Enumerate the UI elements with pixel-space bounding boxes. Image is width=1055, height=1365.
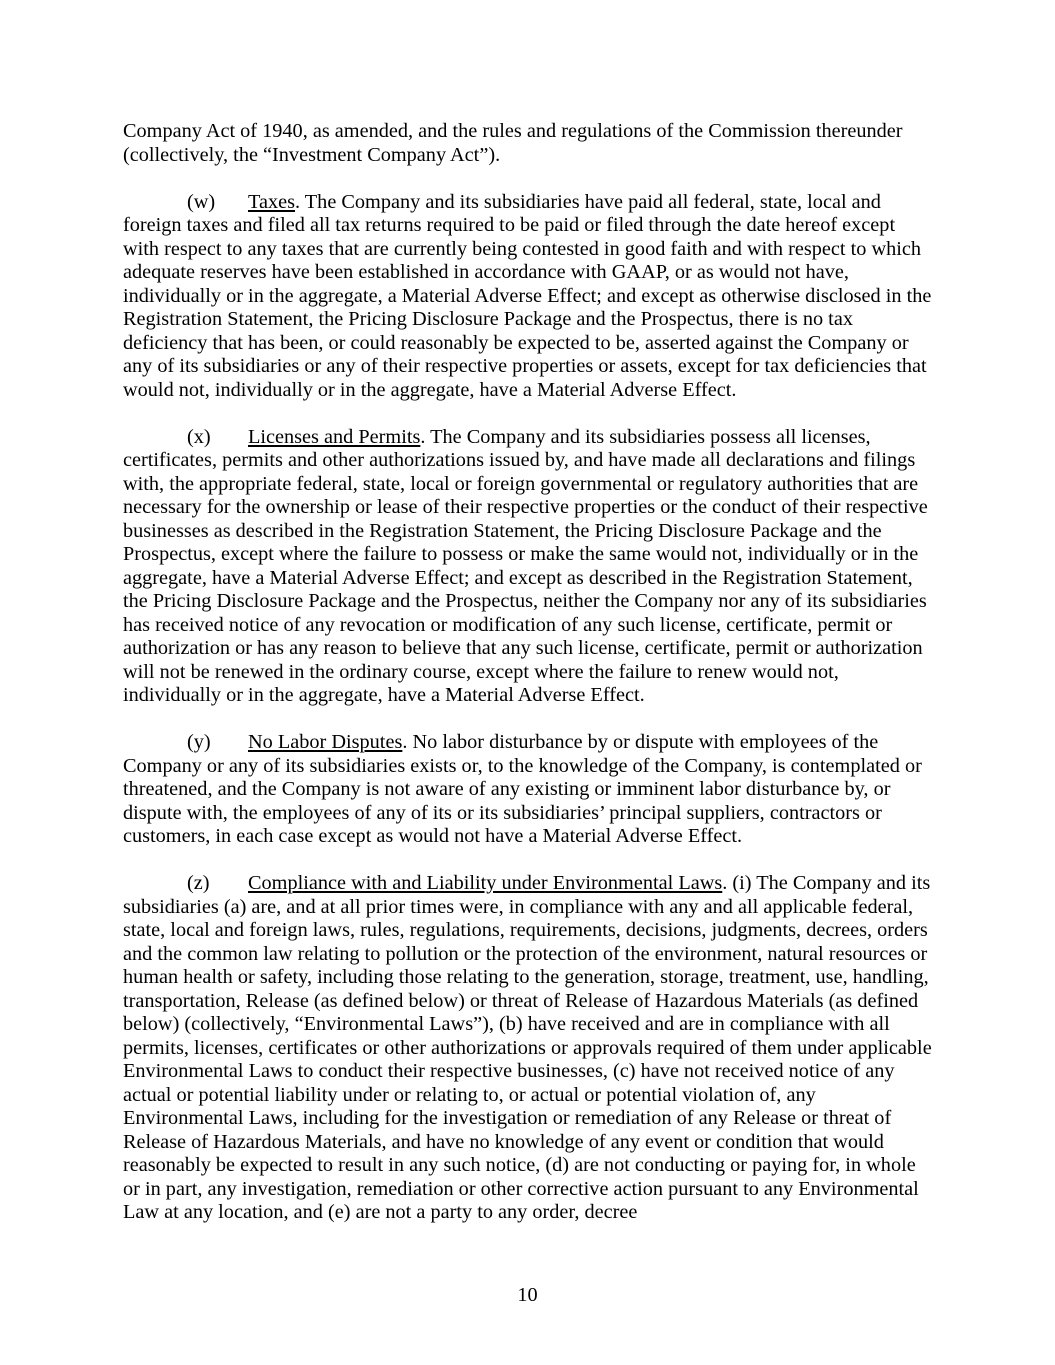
section-body-y: . No labor disturbance by or dispute with employees of the Company or any of its subsidiaries exists or, to the knowledge of the Company, is contemplated or threatened, and the Company is not aware of any existing or imminent labor disturbance by, or dispute with, the employees of any of its or its subsidiaries’ principal suppliers, contractors or customers, in each case except as would not have a Material Adverse Effect. [123,731,922,847]
section-body-w: . The Company and its subsidiaries have paid all federal, state, local and foreign taxes and filed all tax returns required to be paid or filed through the date hereof except with respect to any taxes that are currently being contested in good faith and with respect to which adequate reserves have been established in accordance with GAAP, or as would not have, individually or in the aggregate, a Material Adverse Effect; and except as otherwise disclosed in the Registration Statement, the Pricing Disclosure Package and the Prospectus, there is no tax deficiency that has been, or could reasonably be expected to be, asserted against the Company or any of its subsidiaries or any of their respective properties or assets, except for tax deficiencies that would not, individually or in the aggregate, have a Material Adverse Effect. [123,190,932,401]
section-heading-x: Licenses and Permits [248,425,421,448]
section-heading-z: Compliance with and Liability under Environmental Laws [248,872,723,894]
section-label-z: (z) [187,872,210,894]
section-body-z: . (i) The Company and its subsidiaries (a) are, and at all prior times were, in compliance with any and all applicable federal, state, local and foreign laws, rules, regulations, requirements, decisions, judgments, decrees, orders and the common law relating to pollution or the protection of the environment, natural resources or human health or safety, including those relating to the generation, storage, treatment, use, handling, transportation, Release (as defined below) or threat of Release of Hazardous Materials (as defined below) (collectively, “Environmental Laws”), (b) have received and are in compliance with all permits, licenses, certificates or other authorizations or approvals required of them under applicable Environmental Laws to conduct their respective businesses, (c) have not received notice of any actual or potential liability under or relating to, or actual or potential violation of, any Environmental Laws, including for the investigation or remediation of any Release or threat of Release of Hazardous Materials, and have no knowledge of any event or condition that would reasonably be expected to result in any such notice, (d) are not conducting or paying for, in whole or in part, any investigation, remediation or other corrective action pursuant to any Environmental Law at any location, and (e) are not a party to any order, decree [123,872,932,1223]
paragraph-w [123,191,933,403]
section-heading-w: Taxes [248,190,296,213]
document-body [123,120,933,1248]
paragraph-intro-text: Company Act of 1940, as amended, and the rules and regulations of the Commission thereunder (collectively, the “Investment Company Act”). [123,120,903,166]
section-heading-y: No Labor Disputes [248,731,403,753]
page-number: 10 [517,1283,538,1306]
section-body-x: . The Company and its subsidiaries possess all licenses, certificates, permits and other authorizations issued by, and have made all declarations and filings with, the appropriate federal, state, local or foreign governmental or regulatory authorities that are necessary for the ownership or lease of their respective properties or the conduct of their respective businesses as described in the Registration Statement, the Pricing Disclosure Package and the Prospectus, except where the failure to possess or make the same would not, individually or in the aggregate, have a Material Adverse Effect; and except as described in the Registration Statement, the Pricing Disclosure Package and the Prospectus, neither the Company nor any of its subsidiaries has received notice of any revocation or modification of any such license, certificate, permit or authorization or has any reason to believe that any such license, certificate, permit or authorization will not be renewed in the ordinary course, except where the failure to renew would not, individually or in the aggregate, have a Material Adverse Effect. [123,425,928,706]
paragraph-y [123,731,933,849]
paragraph-intro [123,120,933,167]
section-label-x: (x) [187,425,211,448]
paragraph-x [123,426,933,708]
paragraph-z [123,872,933,1225]
section-label-y: (y) [187,731,211,753]
section-label-w: (w) [187,190,216,213]
